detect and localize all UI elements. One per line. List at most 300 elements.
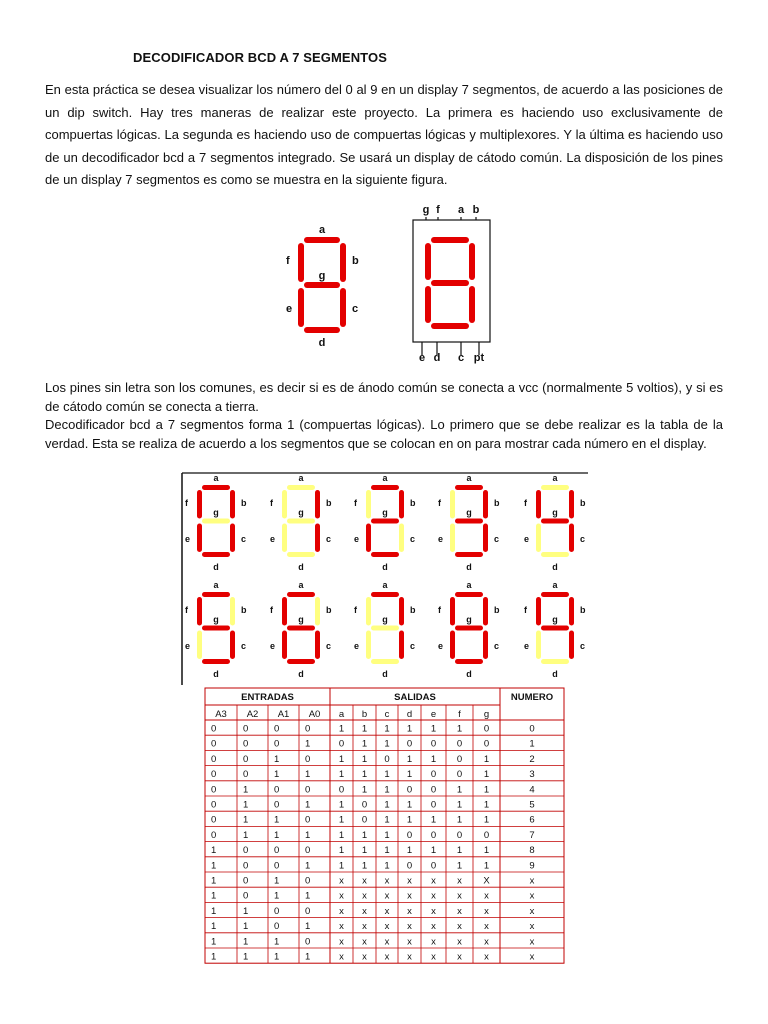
digit-2-label-e: e xyxy=(354,534,360,544)
digit-7-segment-c xyxy=(399,631,404,660)
digit-6-label-a: a xyxy=(298,580,304,590)
labeled-digit-label-f: f xyxy=(286,255,290,267)
table-cell: 0 xyxy=(274,738,280,750)
package-digit-segment-f xyxy=(425,243,431,280)
digit-0-label-b: b xyxy=(241,498,247,508)
table-cell: 0 xyxy=(456,769,463,781)
digit-2-segment-e xyxy=(366,524,371,553)
pin-bottom-label-e: e xyxy=(418,352,426,364)
table-column-header: g xyxy=(483,709,490,720)
table-column-header: A3 xyxy=(215,709,227,720)
pin-bottom-label-d: d xyxy=(433,352,441,364)
table-cell: 1 xyxy=(430,723,437,735)
table-cell: x xyxy=(529,951,535,963)
table-cell: 0 xyxy=(274,921,280,933)
table-cell: 1 xyxy=(274,951,280,963)
digit-5-label-a: a xyxy=(213,580,219,590)
digit-7-segment-f xyxy=(366,597,371,626)
digit-3-label-f: f xyxy=(438,498,441,508)
table-cell: 1 xyxy=(456,784,463,796)
digit-3-segment-d xyxy=(455,552,483,557)
table-cell: 1 xyxy=(361,753,368,765)
table-cell: 3 xyxy=(529,769,535,781)
table-cell: 0 xyxy=(430,738,437,750)
table-cell: 0 xyxy=(274,905,280,917)
digit-8-label-d: d xyxy=(466,669,472,679)
table-cell: 1 xyxy=(483,860,490,872)
table-cell: x xyxy=(529,875,535,887)
digit-4-segment-g xyxy=(541,519,569,524)
table-cell: 0 xyxy=(305,784,311,796)
intro-paragraph: En esta práctica se desea visualizar los número del 0 al 9 en un display 7 segmentos, de acuerdo a las posiciones de un dip switch. Hay tres maneras de realizar este proyecto. La primera es haciendo uso exclusivamente de compuertas lógicas. La segunda es haciendo uso de compuertas lógicas y multiplexores. Y la última es haciendo uso de un decodificador bcd a 7 segmentos integrado. Se usará un display de cátodo común. La disposición de los pines de un display 7 segmentos es como se muestra en la siguiente figura. xyxy=(45,82,723,187)
digit-2-segment-f xyxy=(366,490,371,519)
table-cell: x xyxy=(457,875,462,887)
table-cell: 1 xyxy=(211,845,217,857)
table-cell: 1 xyxy=(406,769,413,781)
table-cell: x xyxy=(407,890,412,902)
table-cell: x xyxy=(431,905,436,917)
table-cell: x xyxy=(362,921,367,933)
package-digit-segment-d xyxy=(431,323,469,329)
table-cell: 0 xyxy=(430,799,437,811)
digit-2-label-d: d xyxy=(382,562,388,572)
table-cell: 1 xyxy=(384,799,390,811)
table-cell: x xyxy=(457,905,462,917)
table-cell: 1 xyxy=(274,753,280,765)
table-cell: x xyxy=(484,936,489,948)
table-row xyxy=(211,876,535,887)
digit-9-label-d: d xyxy=(552,669,558,679)
digit-0-label-g: g xyxy=(213,507,219,518)
table-cell: 1 xyxy=(243,951,249,963)
digit-3-segment-c xyxy=(483,524,488,553)
table-cell: 1 xyxy=(430,845,437,857)
table-cell: 5 xyxy=(529,799,535,811)
labeled-digit-label-e: e xyxy=(286,303,293,315)
digit-9-segment-a xyxy=(541,592,569,597)
digit-5-segment-f xyxy=(197,597,202,626)
digit-0-segment-e xyxy=(197,524,202,553)
table-column-header: A0 xyxy=(308,709,321,720)
table-row xyxy=(211,921,535,932)
table-cell: 0 xyxy=(274,860,280,872)
digit-4-label-d: d xyxy=(552,562,558,572)
table-row xyxy=(211,936,535,947)
seven-segment-figure xyxy=(0,195,768,370)
table-cell: 1 xyxy=(384,860,390,872)
table-cell: x xyxy=(407,951,412,963)
table-cell: 1 xyxy=(305,738,311,750)
table-cell: 0 xyxy=(430,784,437,796)
digit-4-label-b: b xyxy=(580,498,586,508)
table-cell: 1 xyxy=(274,769,280,781)
digit-2-segment-c xyxy=(399,524,404,553)
digit-3-segment-e xyxy=(450,524,455,553)
table-cell: x xyxy=(384,921,390,933)
table-cell: 0 xyxy=(406,784,413,796)
table-cell: x xyxy=(384,905,390,917)
table-column-header: f xyxy=(458,709,461,720)
digit-6-segment-e xyxy=(282,631,287,660)
labeled-digit-segment-c xyxy=(340,288,346,327)
digit-5-label-g: g xyxy=(213,614,219,625)
table-cell: 0 xyxy=(211,769,217,781)
table-cell: x xyxy=(457,890,462,902)
table-cell: 1 xyxy=(243,921,249,933)
digit-2-label-a: a xyxy=(382,473,388,483)
table-header-entradas: ENTRADAS xyxy=(241,692,294,703)
table-cell: x xyxy=(484,951,489,963)
digit-5-label-d: d xyxy=(213,669,219,679)
package-digit-segment-g xyxy=(431,280,469,286)
table-cell: 1 xyxy=(338,829,345,841)
table-cell: x xyxy=(339,936,344,948)
digit-0-label-e: e xyxy=(185,534,191,544)
table-cell: 0 xyxy=(211,753,217,765)
labeled-digit-segment-d xyxy=(304,327,340,333)
table-cell: 1 xyxy=(305,921,311,933)
truth-table-paragraph: Decodificador bcd a 7 segmentos forma 1 (compuertas lógicas). Lo primero que se debe realizar es la tabla de la verdad. Esta se realiza de acuerdo a los segmentos que se colocan en on para mostrar cada número en el display. xyxy=(45,417,723,451)
table-cell: 0 xyxy=(243,723,249,735)
table-cell: 0 xyxy=(430,769,437,781)
digit-1-label-g: g xyxy=(298,507,304,518)
digit-7-label-g: g xyxy=(382,614,388,625)
digit-8-segment-d xyxy=(455,659,483,664)
table-cell: 1 xyxy=(338,769,345,781)
digit-7-label-d: d xyxy=(382,669,388,679)
table-cell: 0 xyxy=(338,738,345,750)
table-row xyxy=(211,815,535,826)
table-cell: x xyxy=(339,905,344,917)
table-cell: 0 xyxy=(305,936,311,948)
digit-7-label-a: a xyxy=(382,580,388,590)
table-cell: 1 xyxy=(361,845,368,857)
digit-6-label-c: c xyxy=(326,641,332,651)
digit-2-label-g: g xyxy=(382,507,388,518)
table-cell: 1 xyxy=(406,753,413,765)
digit-4-label-f: f xyxy=(524,498,527,508)
table-column-header: c xyxy=(384,709,390,720)
table-row xyxy=(211,845,535,856)
table-cell: 1 xyxy=(384,845,390,857)
table-cell: 1 xyxy=(456,723,463,735)
labeled-digit-segment-f xyxy=(298,243,304,282)
digit-6-segment-a xyxy=(287,592,315,597)
table-cell: x xyxy=(362,936,367,948)
table-cell: 6 xyxy=(529,814,535,826)
digit-1-segment-f xyxy=(282,490,287,519)
table-cell: x xyxy=(431,890,436,902)
table-cell: 0 xyxy=(361,814,368,826)
digit-3-label-d: d xyxy=(466,562,472,572)
digit-7-label-c: c xyxy=(410,641,416,651)
table-cell: 1 xyxy=(430,753,437,765)
table-cell: x xyxy=(362,951,367,963)
table-cell: x xyxy=(339,875,344,887)
table-cell: x xyxy=(407,905,412,917)
table-cell: x xyxy=(339,890,344,902)
table-cell: 0 xyxy=(406,738,413,750)
labeled-digit-segment-e xyxy=(298,288,304,327)
table-column-header: b xyxy=(361,709,368,720)
table-cell: 1 xyxy=(384,784,390,796)
digit-2-label-b: b xyxy=(410,498,416,508)
table-cell: 1 xyxy=(338,845,345,857)
digit-0-label-f: f xyxy=(185,498,188,508)
digit-0-segment-g xyxy=(202,519,230,524)
table-cell: X xyxy=(483,875,490,887)
table-row xyxy=(211,952,535,963)
table-cell: 0 xyxy=(243,845,249,857)
digit-0-label-a: a xyxy=(213,473,219,483)
table-cell: 1 xyxy=(274,829,280,841)
table-cell: 0 xyxy=(483,723,490,735)
table-cell: x xyxy=(484,905,489,917)
table-cell: 1 xyxy=(483,753,490,765)
table-cell: 0 xyxy=(361,799,368,811)
table-cell: 0 xyxy=(384,753,390,765)
table-cell: 0 xyxy=(243,753,249,765)
digit-5-segment-d xyxy=(202,659,230,664)
table-cell: x xyxy=(339,921,344,933)
table-cell: x xyxy=(431,951,436,963)
table-cell: 1 xyxy=(338,814,345,826)
table-cell: 0 xyxy=(211,723,217,735)
labeled-digit-segment-a xyxy=(304,237,340,243)
table-row xyxy=(211,800,535,811)
digit-0-segment-a xyxy=(202,485,230,490)
table-cell: 1 xyxy=(406,814,413,826)
table-cell: 1 xyxy=(384,769,390,781)
table-row xyxy=(211,830,535,841)
table-column-header: d xyxy=(406,709,413,720)
digit-8-label-f: f xyxy=(438,605,441,615)
table-cell: x xyxy=(457,951,462,963)
table-cell: 0 xyxy=(211,784,217,796)
table-cell: 0 xyxy=(305,845,311,857)
digit-0-segment-f xyxy=(197,490,202,519)
table-cell: 1 xyxy=(338,799,345,811)
table-cell: 0 xyxy=(243,738,249,750)
table-cell: 1 xyxy=(243,829,249,841)
digit-9-segment-e xyxy=(536,631,541,660)
digit-8-segment-b xyxy=(483,597,488,626)
table-cell: 1 xyxy=(211,875,217,887)
digit-5-label-f: f xyxy=(185,605,188,615)
digit-3-label-g: g xyxy=(466,507,472,518)
table-cell: x xyxy=(384,875,390,887)
digit-8-label-b: b xyxy=(494,605,500,615)
digit-7-segment-b xyxy=(399,597,404,626)
table-cell: 0 xyxy=(243,890,249,902)
table-cell: 0 xyxy=(305,875,311,887)
table-cell: 1 xyxy=(456,860,463,872)
digit-3-segment-b xyxy=(483,490,488,519)
table-cell: 0 xyxy=(243,875,249,887)
table-cell: x xyxy=(484,890,489,902)
table-cell: 1 xyxy=(305,860,311,872)
digit-5-segment-a xyxy=(202,592,230,597)
table-cell: x xyxy=(529,890,535,902)
table-cell: 1 xyxy=(211,905,217,917)
table-row xyxy=(211,906,535,917)
table-cell: x xyxy=(339,951,344,963)
digit-9-segment-f xyxy=(536,597,541,626)
digit-9-segment-g xyxy=(541,626,569,631)
digit-2-segment-g xyxy=(371,519,399,524)
table-cell: 0 xyxy=(305,723,311,735)
table-cell: 0 xyxy=(274,784,280,796)
table-cell: 1 xyxy=(529,738,535,750)
table-cell: 1 xyxy=(274,890,280,902)
digit-1-label-b: b xyxy=(326,498,332,508)
table-row xyxy=(211,754,535,765)
table-cell: x xyxy=(529,936,535,948)
digit-2-segment-b xyxy=(399,490,404,519)
table-cell: 1 xyxy=(211,921,217,933)
digit-7-segment-d xyxy=(371,659,399,664)
digit-6-segment-g xyxy=(287,626,315,631)
table-cell: 0 xyxy=(483,829,490,841)
digit-7-label-b: b xyxy=(410,605,416,615)
table-cell: 1 xyxy=(211,951,217,963)
page-title: DECODIFICADOR BCD A 7 SEGMENTOS xyxy=(133,50,387,65)
labeled-digit-segment-b xyxy=(340,243,346,282)
table-row xyxy=(211,860,535,871)
table-cell: 0 xyxy=(243,860,249,872)
table-cell: 1 xyxy=(456,845,463,857)
table-cell: 1 xyxy=(338,753,345,765)
truth-table xyxy=(0,685,768,975)
labeled-digit-label-g: g xyxy=(318,270,326,282)
digit-9-segment-d xyxy=(541,659,569,664)
table-cell: 1 xyxy=(406,845,413,857)
table-cell: 1 xyxy=(483,784,490,796)
digit-0-label-d: d xyxy=(213,562,219,572)
table-cell: 0 xyxy=(430,829,437,841)
digit-4-segment-b xyxy=(569,490,574,519)
digit-4-label-g: g xyxy=(552,507,558,518)
table-cell: x xyxy=(362,875,367,887)
digit-2-segment-a xyxy=(371,485,399,490)
table-cell: 1 xyxy=(430,814,437,826)
table-cell: 1 xyxy=(305,890,311,902)
table-cell: 1 xyxy=(361,784,368,796)
digit-8-segment-e xyxy=(450,631,455,660)
table-cell: 1 xyxy=(483,799,490,811)
digit-9-label-g: g xyxy=(552,614,558,625)
digit-1-segment-g xyxy=(287,519,315,524)
table-cell: 1 xyxy=(274,814,280,826)
labeled-digit-label-b: b xyxy=(352,255,359,267)
table-cell: 0 xyxy=(483,738,490,750)
table-cell: 0 xyxy=(211,829,217,841)
table-cell: 0 xyxy=(338,784,345,796)
table-cell: 0 xyxy=(529,723,535,735)
table-cell: 1 xyxy=(384,829,390,841)
digit-1-segment-c xyxy=(315,524,320,553)
digit-0-label-c: c xyxy=(241,534,247,544)
table-row xyxy=(211,784,535,795)
labeled-digit-label-a: a xyxy=(318,224,326,236)
table-cell: 0 xyxy=(305,814,311,826)
digit-5-segment-g xyxy=(202,626,230,631)
digit-5-label-e: e xyxy=(185,641,191,651)
table-cell: 1 xyxy=(483,814,490,826)
digit-5-segment-c xyxy=(230,631,235,660)
digit-2-label-f: f xyxy=(354,498,357,508)
digit-4-segment-f xyxy=(536,490,541,519)
table-column-header: e xyxy=(430,709,437,720)
table-cell: 1 xyxy=(243,784,249,796)
pin-top-label-f: f xyxy=(436,204,440,216)
digit-3-label-c: c xyxy=(494,534,500,544)
digit-1-label-a: a xyxy=(298,473,304,483)
table-cell: 1 xyxy=(338,860,345,872)
digit-8-label-c: c xyxy=(494,641,500,651)
table-cell: x xyxy=(529,921,535,933)
table-cell: 9 xyxy=(529,860,535,872)
digit-5-label-b: b xyxy=(241,605,247,615)
table-cell: x xyxy=(457,921,462,933)
digit-3-label-b: b xyxy=(494,498,500,508)
table-cell: 0 xyxy=(211,738,217,750)
digit-3-segment-g xyxy=(455,519,483,524)
table-cell: 0 xyxy=(211,799,217,811)
table-cell: 0 xyxy=(274,723,280,735)
digit-7-label-f: f xyxy=(354,605,357,615)
digit-8-segment-f xyxy=(450,597,455,626)
table-cell: 1 xyxy=(361,829,368,841)
package-digit-segment-b xyxy=(469,243,475,280)
table-cell: 1 xyxy=(384,814,390,826)
table-header-numero: NUMERO xyxy=(510,692,554,703)
digit-1-label-f: f xyxy=(270,498,273,508)
table-cell: 1 xyxy=(384,723,390,735)
digit-8-segment-a xyxy=(455,592,483,597)
digit-0-segment-b xyxy=(230,490,235,519)
table-row xyxy=(211,891,535,902)
digit-3-label-e: e xyxy=(438,534,444,544)
table-cell: x xyxy=(529,905,535,917)
table-cell: 1 xyxy=(361,769,368,781)
digit-6-segment-d xyxy=(287,659,315,664)
table-cell: 7 xyxy=(529,829,535,841)
digit-8-segment-c xyxy=(483,631,488,660)
digit-grid-figure xyxy=(0,470,768,685)
table-row xyxy=(211,769,535,780)
table-cell: 0 xyxy=(274,845,280,857)
digit-1-segment-d xyxy=(287,552,315,557)
table-cell: 1 xyxy=(211,860,217,872)
package-digit-segment-a xyxy=(431,237,469,243)
table-cell: 1 xyxy=(361,723,368,735)
table-cell: x xyxy=(384,890,390,902)
pin-top-label-b: b xyxy=(472,204,480,216)
digit-1-segment-e xyxy=(282,524,287,553)
table-cell: 0 xyxy=(243,769,249,781)
table-cell: 0 xyxy=(305,753,311,765)
digit-1-label-c: c xyxy=(326,534,332,544)
pin-bottom-label-pt: pt xyxy=(473,352,485,364)
table-cell: 1 xyxy=(243,814,249,826)
table-column-header: A2 xyxy=(246,709,259,720)
table-cell: 1 xyxy=(456,799,463,811)
digit-6-segment-f xyxy=(282,597,287,626)
table-cell: x xyxy=(362,890,367,902)
labeled-digit-label-c: c xyxy=(352,303,359,315)
digit-8-label-a: a xyxy=(466,580,472,590)
